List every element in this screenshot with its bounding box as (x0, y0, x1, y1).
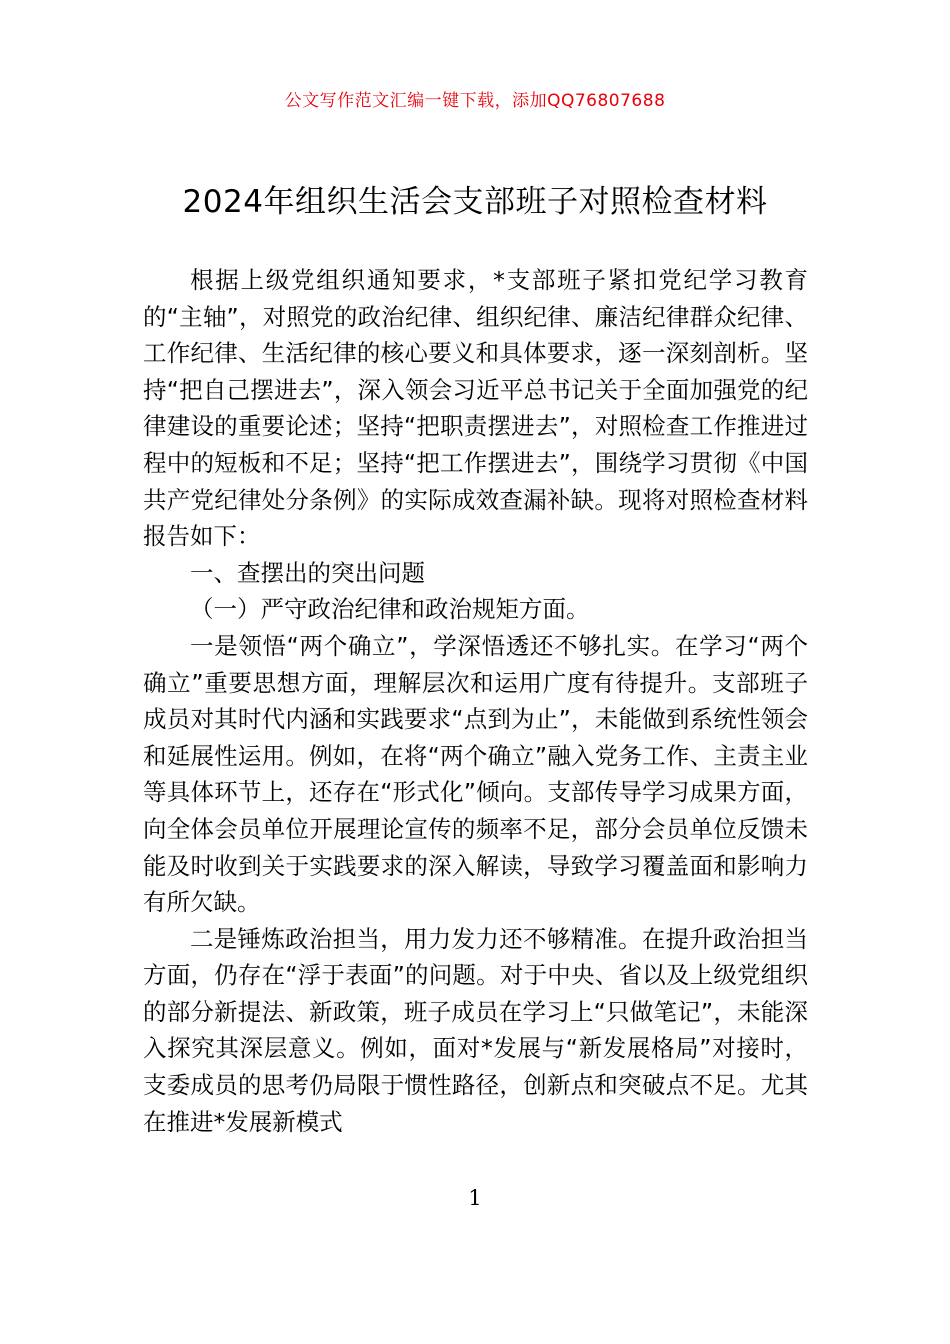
paragraph-point-two: 二是锤炼政治担当，用力发力还不够精准。在提升政治担当方面，仍存在“浮于表面”的问题。对于中央、省以及上级党组织的部分新提法、新政策，班子成员在学习上“只做笔记”，未能深入探究其深层意义。例如，面对*发展与“新发展格局”对接时，支委成员的思考仍局限于惯性路径，创新点和突破点不足。尤其在推进*发展新模式 (143, 924, 808, 1136)
page-number: 1 (468, 1186, 482, 1210)
download-banner: 公文写作范文汇编一键下载，添加QQ76807688 (284, 91, 666, 111)
paragraph-intro: 根据上级党组织通知要求，*支部班子紧扣党纪学习教育的“主轴”，对照党的政治纪律、组织纪律、廉洁纪律群众纪律、工作纪律、生活纪律的核心要义和具体要求，逐一深刻剖析。坚持“把自己摆进去”，深入领会习近平总书记关于全面加强党的纪律建设的重要论述；坚持“把职责摆进去”，对照检查工作推进过程中的短板和不足；坚持“把工作摆进去”，围绕学习贯彻《中国共产党纪律处分条例》的实际成效查漏补缺。现将对照检查材料报告如下： (143, 266, 808, 551)
document-body (143, 262, 808, 1140)
paragraph-point-one: 一是领悟“两个确立”，学深悟透还不够扎实。在学习“两个确立”重要思想方面，理解层次和运用广度有待提升。支部班子成员对其时代内涵和实践要求“点到为止”，未能做到系统性领会和延展性运用。例如，在将“两个确立”融入党务工作、主责主业等具体环节上，还存在“形式化”倾向。支部传导学习成果方面，向全体会员单位开展理论宣传的频率不足，部分会员单位反馈未能及时收到关于实践要求的深入解读，导致学习覆盖面和影响力有所欠缺。 (143, 631, 808, 917)
document-title: 2024年组织生活会支部班子对照检查材料 (182, 184, 768, 220)
section-heading: 一、查摆出的突出问题 (190, 558, 425, 587)
subsection-heading: （一）严守政治纪律和政治规矩方面。 (190, 595, 590, 624)
